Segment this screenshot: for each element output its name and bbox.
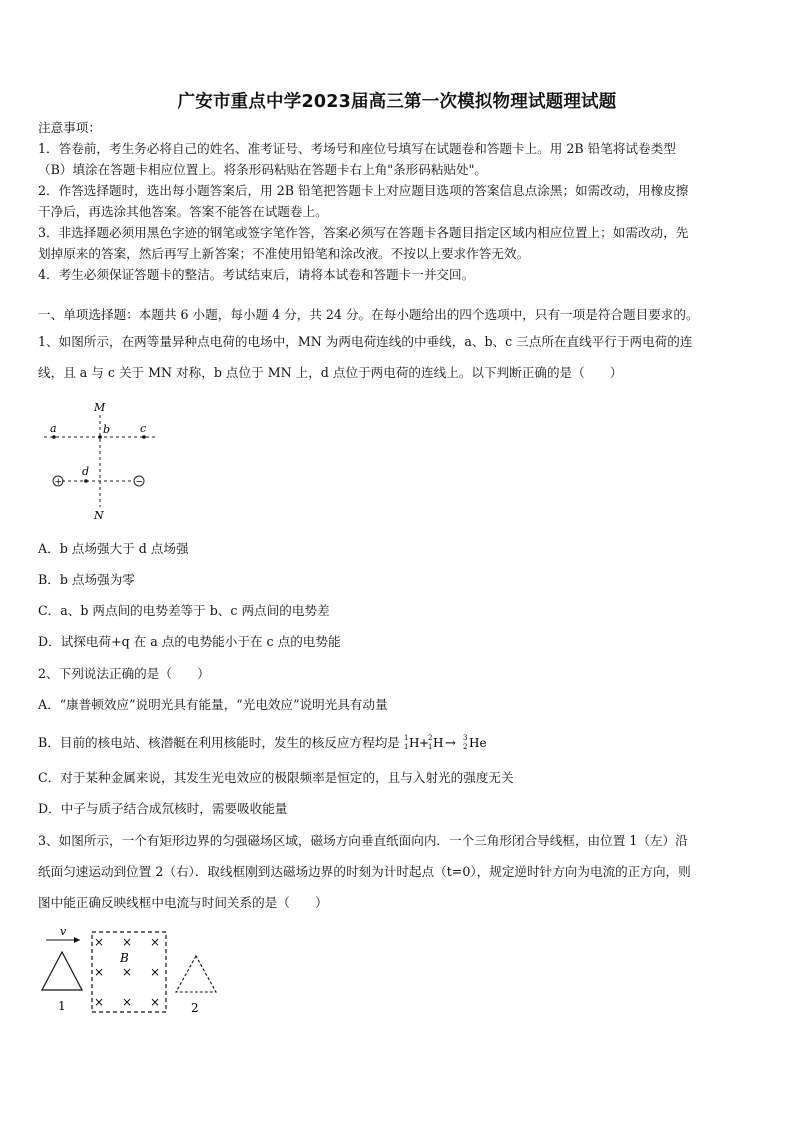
- notice-heading: 注意事项：: [38, 120, 101, 135]
- svg-text:2: 2: [427, 734, 433, 742]
- q2-option-d: D．中子与质子结合成氘核时，需要吸收能量: [38, 801, 288, 816]
- svg-text:×: ×: [94, 935, 105, 949]
- svg-text:×: ×: [122, 965, 133, 979]
- label-v: v: [60, 925, 67, 938]
- negative-charge-sign: −: [135, 477, 144, 488]
- label-M: M: [94, 401, 106, 414]
- nuclear-equation: [404, 733, 514, 751]
- label-position-1: 1: [58, 999, 66, 1013]
- svg-text:×: ×: [94, 965, 105, 979]
- svg-text:H: H: [432, 736, 444, 750]
- notice-line: 2．作答选择题时，选出每小题答案后，用 2B 铅笔把答题卡上对应题目选项的答案信息点涂黑；如需改动，用橡皮擦: [38, 183, 689, 198]
- label-N: N: [94, 509, 104, 522]
- positive-charge-sign: +: [54, 477, 63, 488]
- q2-stem: 2、下列说法正确的是（ ）: [38, 666, 210, 681]
- notice-line: 3．非选择题必须用黑色字迹的钢笔或签字笔作答，答案必须写在答题卡各题目指定区域内相应位置上；如需改动，先: [38, 225, 689, 240]
- svg-text:×: ×: [122, 935, 133, 949]
- svg-text:1: 1: [403, 734, 409, 742]
- q1-option-b: B．b 点场强为零: [38, 572, 135, 587]
- label-b: b: [103, 423, 111, 436]
- svg-text:He: He: [468, 736, 487, 750]
- svg-text:1: 1: [403, 743, 409, 751]
- notice-line: （B）填涂在答题卡相应位置上。将条形码粘贴在答题卡右上角"条形码粘贴处"。: [38, 162, 488, 177]
- svg-text:×: ×: [122, 995, 133, 1009]
- q1-figure: [40, 395, 180, 525]
- q1-option-d: D．试探电荷+q 在 a 点的电势能小于在 c 点的电势能: [38, 634, 341, 649]
- notice-line: 干净后，再选涂其他答案。答案不能答在试题卷上。: [38, 204, 328, 219]
- svg-text:×: ×: [150, 965, 161, 979]
- triangle-frame-position-2: [176, 956, 216, 992]
- q1-option-c: C．a、b 两点间的电势差等于 b、c 两点间的电势差: [38, 603, 330, 618]
- label-B: B: [120, 951, 129, 965]
- svg-text:→: →: [444, 736, 456, 751]
- q2-option-a: A．“康普顿效应”说明光具有能量，“光电效应”说明光具有动量: [38, 697, 388, 712]
- svg-text:H: H: [408, 736, 420, 750]
- q3-figure: [38, 922, 228, 1018]
- page-title: 广安市重点中学2023届高三第一次模拟物理试题理试题: [177, 92, 617, 112]
- q2-option-c: C．对于某种金属来说，其发生光电效应的极限频率是恒定的，且与入射光的强度无关: [38, 770, 514, 785]
- q3-stem: 3、如图所示，一个有矩形边界的匀强磁场区域，磁场方向垂直纸面向内．一个三角形闭合导线框，由位置 1（左）沿: [38, 833, 688, 848]
- q3-stem: 图中能正确反映线框中电流与时间关系的是（ ）: [38, 895, 328, 910]
- svg-text:+: +: [418, 736, 429, 750]
- q2-option-b-text: B．目前的核电站、核潜艇在利用核能时，发生的核反应方程均是: [38, 735, 400, 750]
- q1-stem: 线，且 a 与 c 关于 MN 对称，b 点位于 MN 上，d 点位于两电荷的连线上。以下判断正确的是（ ）: [38, 365, 623, 380]
- q2-option-b: [38, 733, 760, 752]
- notice-line: 4．考生必须保证答题卡的整洁。考试结束后，请将本试卷和答题卡一并交回。: [38, 267, 475, 282]
- svg-text:×: ×: [150, 935, 161, 949]
- q1-stem: 1、如图所示，在两等量异种点电荷的电场中，MN 为两电荷连线的中垂线，a、b、c 三点所在直线平行于两电荷的连: [38, 334, 693, 349]
- svg-text:×: ×: [94, 995, 105, 1009]
- svg-text:1: 1: [427, 743, 433, 751]
- svg-text:×: ×: [150, 995, 161, 1009]
- label-position-2: 2: [191, 1001, 199, 1015]
- q1-option-a: A．b 点场强大于 d 点场强: [38, 541, 189, 556]
- section-heading: 一、单项选择题：本题共 6 小题，每小题 4 分，共 24 分。在每小题给出的四个选项中，只有一项是符合题目要求的。: [38, 307, 699, 322]
- svg-text:2: 2: [462, 743, 468, 751]
- label-c: c: [140, 422, 147, 435]
- triangle-frame-position-1: [42, 952, 82, 990]
- notice-line: 划掉原来的答案，然后再写上新答案；不准使用铅笔和涂改液。不按以上要求作答无效。: [38, 246, 530, 261]
- q3-stem: 纸面匀速运动到位置 2（右）．取线框刚到达磁场边界的时刻为计时起点（t=0），规定逆时针方向为电流的正方向，则: [38, 864, 691, 879]
- svg-text:3: 3: [462, 734, 468, 742]
- label-a: a: [50, 422, 57, 435]
- label-d: d: [82, 465, 90, 478]
- notice-line: 1．答卷前，考生务必将自己的姓名、准考证号、考场号和座位号填写在试题卷和答题卡上。用 2B 铅笔将试卷类型: [38, 141, 676, 156]
